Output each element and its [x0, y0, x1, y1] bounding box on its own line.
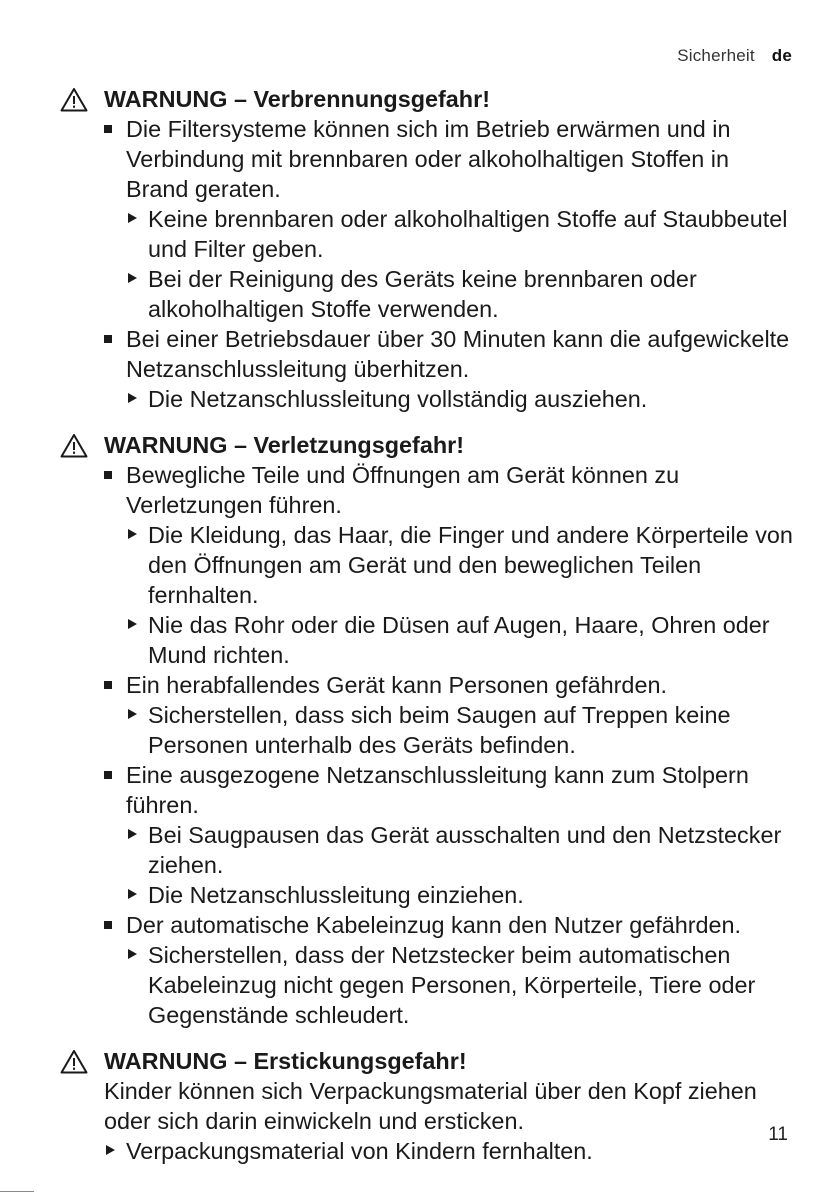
warning-suffocation [60, 1046, 795, 1166]
instruction-step: Die Netzanschlussleitung vollständig ausziehen. [126, 384, 795, 414]
warning-title: WARNUNG – Verletzungsgefahr! [104, 432, 465, 458]
running-header [677, 46, 792, 66]
warning-triangle-icon [60, 1049, 88, 1074]
instruction-step: Bei Saugpausen das Gerät ausschalten und den Netzstecker ziehen. [126, 820, 795, 880]
instruction-step: Bei der Reinigung des Geräts keine brennbaren oder alkoholhaltigen Stoffe verwenden. [126, 264, 795, 324]
hazard-text: Ein herabfallendes Gerät kann Personen gefährden. [126, 672, 667, 698]
instruction-step: Nie das Rohr oder die Düsen auf Augen, Haare, Ohren oder Mund richten. [126, 610, 795, 670]
warning-title: WARNUNG – Verbrennungsgefahr! [104, 86, 490, 112]
list-item [104, 910, 795, 1030]
hazard-text: Bewegliche Teile und Öffnungen am Gerät können zu Verletzungen führen. [126, 462, 680, 518]
page-number: 11 [768, 1124, 788, 1145]
warning-triangle-icon [60, 433, 88, 458]
warning-heading [60, 430, 795, 460]
hazard-text: Kinder können sich Verpackungsmaterial über den Kopf ziehen oder sich darin einwickeln und ersticken. [104, 1078, 757, 1134]
warning-triangle-icon [60, 87, 88, 112]
hazard-text: Eine ausgezogene Netzanschlussleitung kann zum Stolpern führen. [126, 762, 749, 818]
warning-heading [60, 1046, 795, 1076]
language-code: de [771, 46, 792, 65]
warning-heading [60, 84, 795, 114]
instruction-step: Keine brennbaren oder alkoholhaltigen Stoffe auf Staubbeutel und Filter geben. [126, 204, 795, 264]
list-item [104, 460, 795, 670]
instruction-step: Verpackungsmaterial von Kindern fernhalten. [104, 1136, 795, 1166]
safety-content [60, 84, 795, 1182]
section-title: Sicherheit [677, 46, 755, 65]
warning-burn [60, 84, 795, 414]
instruction-step: Die Netzanschlussleitung einziehen. [126, 880, 795, 910]
list-item [104, 760, 795, 910]
warning-title: WARNUNG – Erstickungsgefahr! [104, 1048, 467, 1074]
list-item [104, 324, 795, 414]
hazard-text: Die Filtersysteme können sich im Betrieb erwärmen und in Verbindung mit brennbaren oder alkoholhaltigen Stoffen in Brand geraten. [126, 116, 731, 202]
instruction-step: Sicherstellen, dass der Netzstecker beim automatischen Kabeleinzug nicht gegen Personen, Körperteile, Tiere oder Gegenstände schleudert. [126, 940, 795, 1030]
hazard-text: Bei einer Betriebsdauer über 30 Minuten kann die aufgewickelte Netzanschlussleitung überhitzen. [126, 326, 790, 382]
instruction-step: Die Kleidung, das Haar, die Finger und andere Körperteile von den Öffnungen am Gerät und den beweglichen Teilen fernhalten. [126, 520, 795, 610]
hazard-text: Der automatische Kabeleinzug kann den Nutzer gefährden. [126, 912, 742, 938]
instruction-step: Sicherstellen, dass sich beim Saugen auf Treppen keine Personen unterhalb des Geräts befinden. [126, 700, 795, 760]
list-item [104, 670, 795, 760]
warning-injury [60, 430, 795, 1030]
list-item [104, 114, 795, 324]
